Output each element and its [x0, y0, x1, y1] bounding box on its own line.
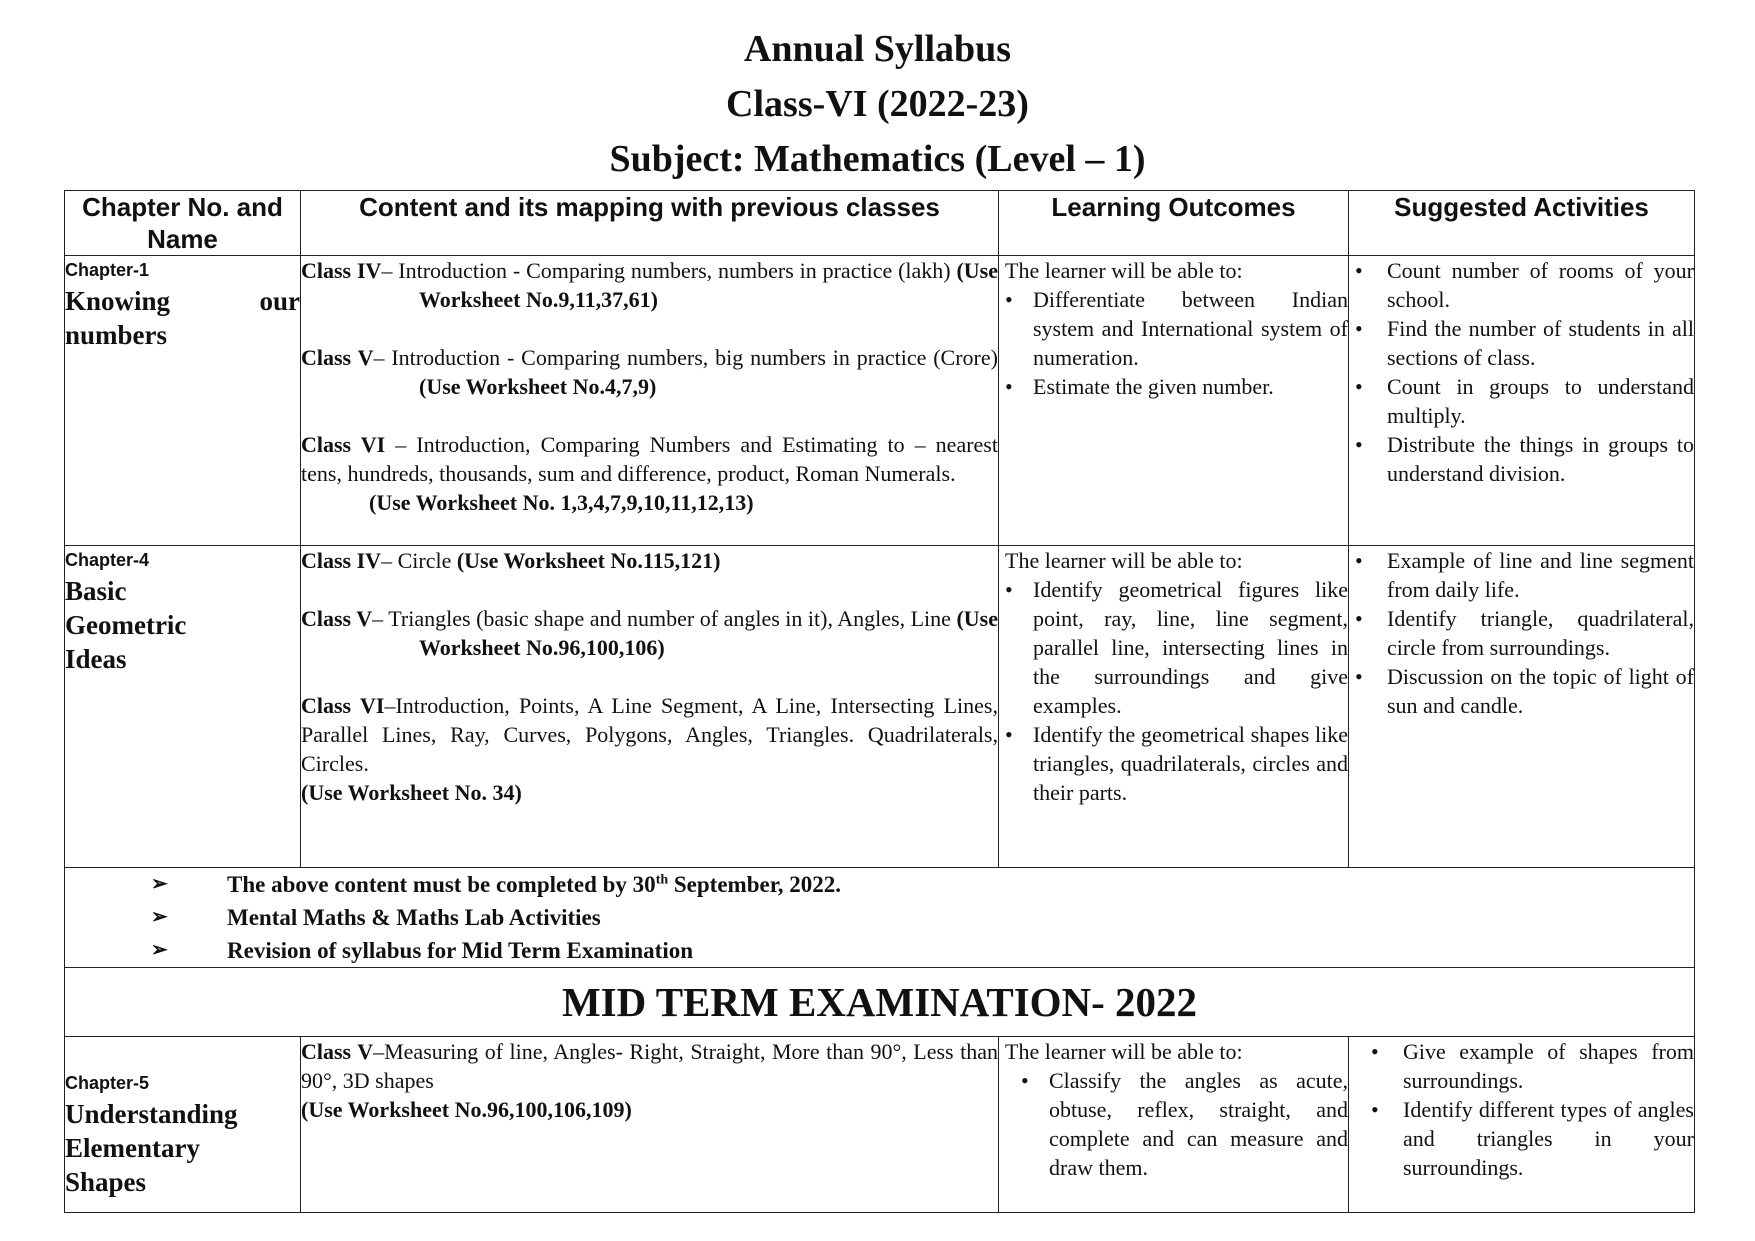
content-class-vi: Class VI–Introduction, Points, A Line Segment, A Line, Intersecting Lines, Parallel Lines, Ray, Curves, Polygons, Angles, Triangles. Quadrilaterals, Circles. (Use Worksheet No. 34): [301, 693, 998, 805]
mid-term-row: [65, 968, 1695, 1037]
header-chapter: Chapter No. and Name: [65, 191, 301, 256]
content-cell: [301, 546, 999, 868]
activity-item: • Identify triangle, quadrilateral, circle from surroundings.: [1349, 604, 1694, 662]
title-block: [0, 22, 1755, 187]
chapter-number: Chapter-1: [65, 260, 150, 280]
learner-intro: The learner will be able to:: [1005, 1039, 1243, 1064]
chapter-number: Chapter-5: [65, 1073, 150, 1093]
outcomes-list: [999, 1066, 1348, 1182]
chapter-name: Knowing our numbers: [65, 286, 300, 350]
outcomes-list: [999, 285, 1348, 401]
content-class-iv: Class IV– Circle (Use Worksheet No.115,121): [301, 548, 721, 573]
activity-item: • Distribute the things in groups to understand division.: [1349, 430, 1694, 488]
activities-list: [1365, 1037, 1694, 1182]
notes-row: [65, 868, 1695, 968]
title-subject: Subject: Mathematics (Level – 1): [609, 138, 1146, 180]
activities-list: [1349, 256, 1694, 488]
arrow-icon: ➢: [151, 939, 168, 961]
outcome-item: • Classify the angles as acute, obtuse, reflex, straight, and complete and can measure and draw them.: [1015, 1066, 1348, 1182]
content-class-v: Class V– Triangles (basic shape and number of angles in it), Angles, Line (Use Worksheet No.96,100,106): [301, 606, 998, 660]
activities-cell: [1349, 256, 1695, 546]
arrow-icon: ➢: [151, 873, 168, 895]
outcome-item: • Differentiate between Indian system and International system of numeration.: [999, 285, 1348, 372]
chapter-name: Understanding Elementary Shapes: [65, 1099, 238, 1197]
activity-item: • Give example of shapes from surroundings.: [1365, 1037, 1694, 1095]
outcomes-cell: [999, 1037, 1349, 1213]
chapter-cell: [65, 546, 301, 868]
header-outcomes: Learning Outcomes: [999, 191, 1349, 256]
note-mental-maths: ➢ Mental Maths & Maths Lab Activities: [65, 901, 1694, 934]
activities-cell: [1349, 1037, 1695, 1213]
content-cell: [301, 1037, 999, 1213]
header-content: Content and its mapping with previous classes: [301, 191, 999, 256]
content-class-iv: Class IV– Introduction - Comparing numbers, numbers in practice (lakh) (Use Worksheet No.9,11,37,61): [301, 258, 998, 312]
chapter-row-4: [65, 546, 1695, 868]
activity-item: • Discussion on the topic of light of sun and candle.: [1349, 662, 1694, 720]
outcome-item: • Identify geometrical figures like point, ray, line, line segment, parallel line, intersecting lines in the surroundings and give examples.: [999, 575, 1348, 720]
outcome-item: • Estimate the given number.: [999, 372, 1348, 401]
activity-item: • Identify different types of angles and triangles in your surroundings.: [1365, 1095, 1694, 1182]
title-annual-syllabus: Annual Syllabus: [743, 28, 1012, 70]
outcomes-list: [999, 575, 1348, 807]
content-cell: [301, 256, 999, 546]
activity-item: • Example of line and line segment from daily life.: [1349, 546, 1694, 604]
syllabus-table: [64, 190, 1695, 1213]
activities-list: [1349, 546, 1694, 720]
content-class-vi: Class VI – Introduction, Comparing Numbers and Estimating to – nearest tens, hundreds, thousands, sum and difference, product, Roman Numerals. (Use Worksheet No. 1,3,4,7,9,10,11,12,13): [301, 432, 998, 515]
activity-item: • Count in groups to understand multiply.: [1349, 372, 1694, 430]
content-class-v: Class V–Measuring of line, Angles- Right, Straight, More than 90°, Less than 90°, 3D shapes (Use Worksheet No.96,100,106,109): [301, 1039, 998, 1122]
activities-cell: [1349, 546, 1695, 868]
notes-cell: [65, 868, 1695, 968]
arrow-icon: ➢: [151, 906, 168, 928]
chapter-number: Chapter-4: [65, 550, 150, 570]
learner-intro: The learner will be able to:: [1005, 548, 1243, 573]
note-completion-deadline: ➢ The above content must be completed by 30th September, 2022.: [65, 868, 1694, 901]
learner-intro: The learner will be able to:: [1005, 258, 1243, 283]
activity-item: • Find the number of students in all sections of class.: [1349, 314, 1694, 372]
chapter-row-5: [65, 1037, 1695, 1213]
header-activities: Suggested Activities: [1349, 191, 1695, 256]
note-revision: ➢ Revision of syllabus for Mid Term Examination: [65, 934, 1694, 967]
outcomes-cell: [999, 256, 1349, 546]
outcomes-cell: [999, 546, 1349, 868]
chapter-name: Basic Geometric Ideas: [65, 576, 187, 674]
mid-term-heading: MID TERM EXAMINATION- 2022: [65, 968, 1695, 1037]
activity-item: • Count number of rooms of your school.: [1349, 256, 1694, 314]
chapter-row-1: [65, 256, 1695, 546]
title-class: Class-VI (2022-23): [726, 83, 1029, 125]
content-class-v: Class V– Introduction - Comparing numbers, big numbers in practice (Crore)(Use Worksheet No.4,7,9): [301, 345, 998, 399]
chapter-cell: [65, 256, 301, 546]
header-row: [65, 191, 1695, 256]
outcome-item: • Identify the geometrical shapes like triangles, quadrilaterals, circles and their parts.: [999, 720, 1348, 807]
chapter-cell: [65, 1037, 301, 1213]
